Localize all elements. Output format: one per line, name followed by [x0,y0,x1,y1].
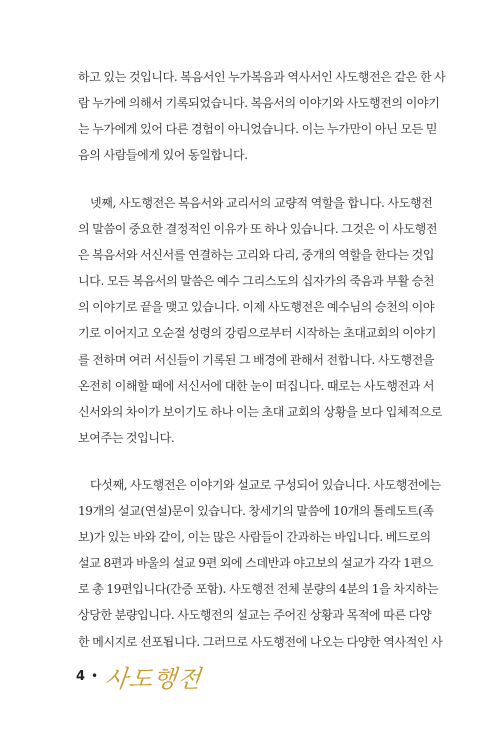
text-line: 니다. 모든 복음서의 말씀은 예수 그리스도의 십자가의 죽음과 부활 승천 [78,274,435,289]
text-line: 설교 8편과 바울의 설교 9편 외에 스데반과 야고보의 설교가 각각 1편으 [78,556,434,571]
text-line: 로 총 19편입니다(간증 포함). 사도행전 전체 분량의 4분의 1을 차지하는 [78,582,439,597]
text-line: 하고 있는 것입니다. 복음서인 누가복음과 역사서인 사도행전은 같은 한 사 [78,70,446,84]
text-line: 온전히 이해할 때에 서신서에 대한 눈이 떠집니다. 때로는 사도행전과 서 [78,378,435,393]
text-line: 의 말씀이 중요한 결정적인 이유가 또 하나 있습니다. 그것은 이 사도행전 [78,222,438,237]
text-line: 다섯째, 사도행전은 이야기와 설교로 구성되어 있습니다. 사도행전에는 [90,478,441,492]
text-line: 를 전하며 여러 서신들이 기록된 그 배경에 관해서 전합니다. 사도행전을 [78,352,435,367]
paragraph-3 [78,472,443,655]
text-line: 보)가 있는 바와 같이, 이는 많은 사람들이 간과하는 바입니다. 베드로의 [78,530,431,545]
text-line: 은 복음서와 서신서를 연결하는 고리와 다리, 중개의 역할을 한다는 것입 [78,248,435,263]
running-book-title: 사도행전 [103,664,204,693]
paragraph-2 [78,190,442,451]
text-line: 는 누가에게 있어 다른 경험이 아니었습니다. 이는 누가만이 아닌 모든 믿 [78,122,438,137]
text-line: 보여주는 것입니다. [78,430,175,445]
text-line: 상당한 분량입니다. 사도행전의 설교는 주어진 상황과 목적에 따른 다양 [78,608,432,623]
text-line: 의 이야기로 끝을 맺고 있습니다. 이제 사도행전은 예수님의 승천의 이야 [78,300,435,315]
page-number: 4 [76,668,86,684]
text-line: 신서와의 차이가 보이기도 하나 이는 초대 교회의 상황을 보다 입체적으로 [78,404,442,419]
text-line: 음의 사람들에게 있어 동일합니다. [78,148,248,163]
page-footer [76,658,202,694]
text-line: 기로 이어지고 오순절 성령의 강림으로부터 시작하는 초대교회의 이야기 [78,326,437,341]
paragraph-1 [78,64,446,168]
text-line: 넷째, 사도행전은 복음서와 교리서의 교량적 역할을 합니다. 사도행전 [90,196,433,210]
text-line: 한 메시지로 선포됩니다. 그러므로 사도행전에 나오는 다양한 역사적인 사 [78,634,443,649]
footer-separator: • [91,669,99,683]
text-line: 람 누가에 의해서 기록되었습니다. 복음서의 이야기와 사도행전의 이야기 [78,96,440,111]
text-line: 19개의 설교(연설)문이 있습니다. 창세기의 말씀에 10개의 톨레도트(족 [78,504,434,519]
